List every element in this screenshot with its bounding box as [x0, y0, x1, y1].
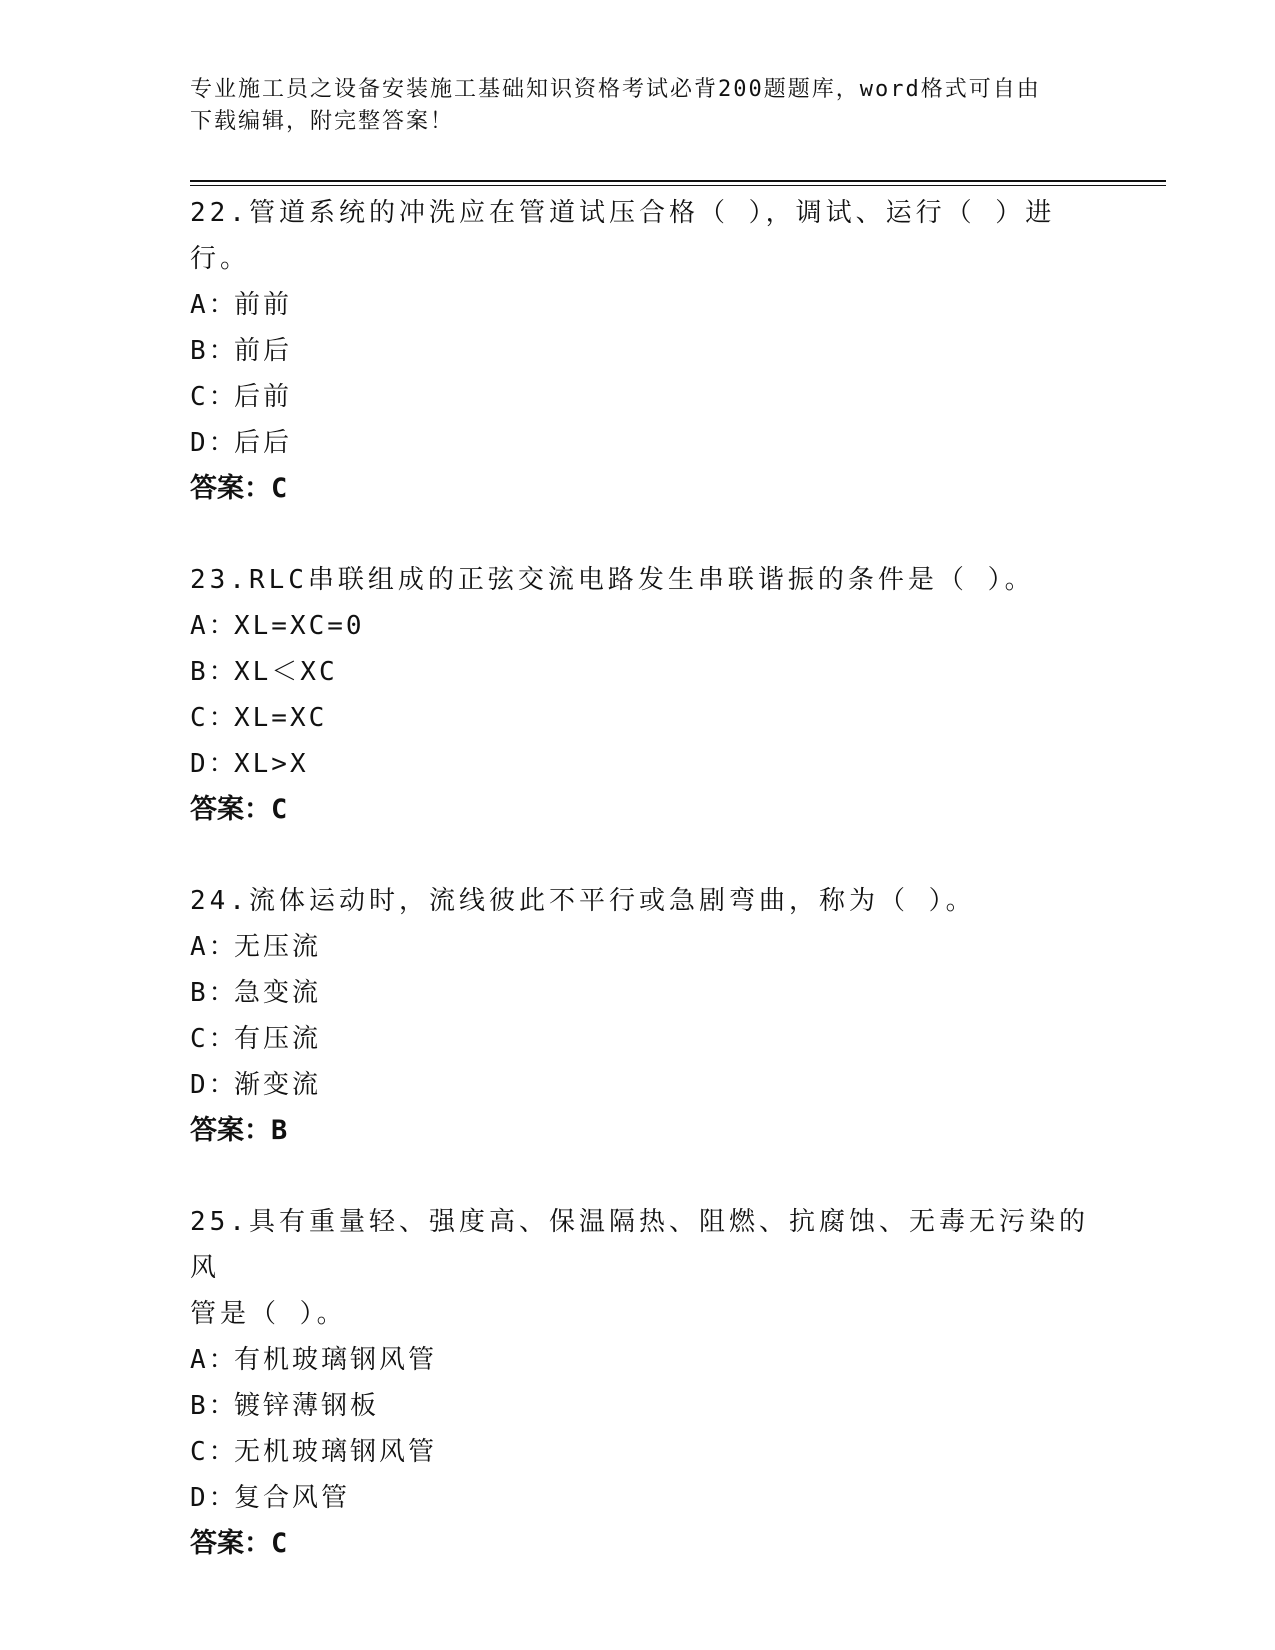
- option-a: [190, 1337, 1090, 1383]
- option-text: 复合风管: [234, 1483, 351, 1513]
- option-text: 无机玻璃钢风管: [234, 1437, 438, 1467]
- option-text: 无压流: [234, 932, 322, 962]
- answer-line: 答案：C: [190, 794, 288, 825]
- header-line-1: 专业施工员之设备安装施工基础知识资格考试必背200题题库，word格式可自由: [190, 77, 1041, 102]
- option-d: [190, 1475, 1090, 1521]
- option-key: D：: [190, 1483, 238, 1513]
- option-b: [190, 328, 1090, 374]
- option-text: XL＜XC: [234, 657, 338, 687]
- option-key: B：: [190, 336, 238, 366]
- option-key: A：: [190, 611, 238, 641]
- option-c: [190, 374, 1090, 420]
- option-text: 后前: [234, 382, 293, 412]
- option-b: [190, 649, 1090, 695]
- option-key: C：: [190, 703, 238, 733]
- option-key: D：: [190, 749, 238, 779]
- option-key: B：: [190, 978, 238, 1008]
- option-key: D：: [190, 1070, 238, 1100]
- option-d: [190, 741, 1090, 787]
- option-c: [190, 1016, 1090, 1062]
- question-23: [190, 557, 1090, 833]
- option-key: B：: [190, 657, 238, 687]
- option-key: C：: [190, 1024, 238, 1054]
- question-stem: 25.具有重量轻、强度高、保温隔热、阻燃、抗腐蚀、无毒无污染的风: [190, 1207, 1089, 1283]
- header-line-2: 下载编辑，附完整答案！: [190, 109, 455, 134]
- option-text: 前后: [234, 336, 293, 366]
- option-text: 前前: [234, 290, 293, 320]
- answer-line: 答案：C: [190, 1528, 288, 1559]
- question-stem: 22.管道系统的冲洗应在管道试压合格（ ），调试、运行（ ）进行。: [190, 198, 1056, 274]
- option-key: C：: [190, 1437, 238, 1467]
- option-c: [190, 695, 1090, 741]
- option-text: 有机玻璃钢风管: [234, 1345, 438, 1375]
- option-b: [190, 1383, 1090, 1429]
- option-a: [190, 603, 1090, 649]
- document-header: [190, 74, 1090, 138]
- header-divider-thick: [190, 180, 1166, 182]
- answer-line: 答案：C: [190, 473, 288, 504]
- option-a: [190, 924, 1090, 970]
- option-d: [190, 1062, 1090, 1108]
- question-22: [190, 190, 1090, 512]
- question-stem-continued: 管是（ ）。: [190, 1299, 347, 1329]
- option-text: XL>X: [234, 749, 309, 779]
- answer-line: 答案：B: [190, 1115, 288, 1146]
- option-key: B：: [190, 1391, 238, 1421]
- question-stem: 24.流体运动时，流线彼此不平行或急剧弯曲，称为（ ）。: [190, 886, 976, 916]
- option-text: 镀锌薄钢板: [234, 1391, 380, 1421]
- option-text: XL=XC: [234, 703, 328, 733]
- option-text: 有压流: [234, 1024, 322, 1054]
- option-key: A：: [190, 932, 238, 962]
- header-divider-thin: [190, 185, 1166, 186]
- option-c: [190, 1429, 1090, 1475]
- option-text: 后后: [234, 428, 293, 458]
- question-24: [190, 878, 1090, 1154]
- option-key: A：: [190, 1345, 238, 1375]
- question-list: [190, 190, 1090, 1612]
- option-d: [190, 420, 1090, 466]
- question-stem: 23.RLC串联组成的正弦交流电路发生串联谐振的条件是（ ）。: [190, 565, 1035, 595]
- question-25: [190, 1199, 1090, 1567]
- option-a: [190, 282, 1090, 328]
- option-key: A：: [190, 290, 238, 320]
- option-text: 急变流: [234, 978, 322, 1008]
- option-text: XL=XC=0: [234, 611, 365, 641]
- option-key: C：: [190, 382, 238, 412]
- option-key: D：: [190, 428, 238, 458]
- option-text: 渐变流: [234, 1070, 322, 1100]
- option-b: [190, 970, 1090, 1016]
